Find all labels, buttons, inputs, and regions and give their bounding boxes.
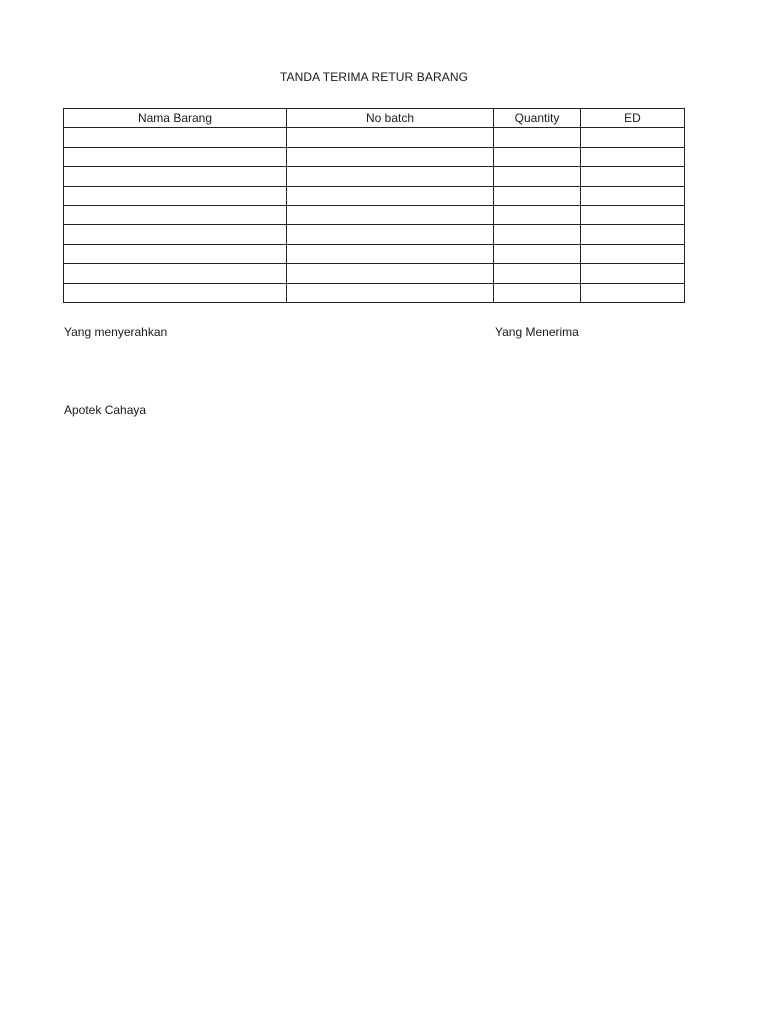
table-cell xyxy=(64,128,287,147)
table-cell xyxy=(581,264,685,283)
table-cell xyxy=(64,147,287,166)
table-cell xyxy=(581,205,685,224)
table-cell xyxy=(494,225,581,244)
table-cell xyxy=(581,283,685,302)
column-header-ed: ED xyxy=(581,109,685,128)
table-row xyxy=(64,225,685,244)
table-row xyxy=(64,186,685,205)
table-cell xyxy=(64,167,287,186)
table-row xyxy=(64,167,685,186)
table-cell xyxy=(64,244,287,263)
table-cell xyxy=(581,186,685,205)
table-cell xyxy=(581,244,685,263)
table-row xyxy=(64,283,685,302)
table-cell xyxy=(581,225,685,244)
column-header-nama-barang: Nama Barang xyxy=(64,109,287,128)
table-cell xyxy=(287,205,494,224)
table-cell xyxy=(287,128,494,147)
table-header-row xyxy=(64,109,685,128)
table-row xyxy=(64,205,685,224)
table-cell xyxy=(287,264,494,283)
column-header-no-batch: No batch xyxy=(287,109,494,128)
giver-name: Apotek Cahaya xyxy=(64,403,147,417)
table-cell xyxy=(64,264,287,283)
table-cell xyxy=(64,205,287,224)
giver-label: Yang menyerahkan xyxy=(64,325,168,339)
table-cell xyxy=(494,147,581,166)
table-cell xyxy=(287,244,494,263)
table-cell xyxy=(64,225,287,244)
table-cell xyxy=(581,147,685,166)
table-cell xyxy=(581,128,685,147)
table-cell xyxy=(581,167,685,186)
table-cell xyxy=(494,167,581,186)
table-cell xyxy=(64,186,287,205)
table-row xyxy=(64,244,685,263)
table-row xyxy=(64,147,685,166)
table-cell xyxy=(287,225,494,244)
document-title: TANDA TERIMA RETUR BARANG xyxy=(279,70,469,84)
table-cell xyxy=(287,283,494,302)
table-cell xyxy=(494,186,581,205)
table-cell xyxy=(494,283,581,302)
table-cell xyxy=(494,264,581,283)
table-cell xyxy=(494,244,581,263)
receiver-label: Yang Menerima xyxy=(495,325,579,339)
column-header-quantity: Quantity xyxy=(494,109,581,128)
table-cell xyxy=(287,147,494,166)
table-cell xyxy=(494,128,581,147)
table-cell xyxy=(64,283,287,302)
table-cell xyxy=(287,186,494,205)
table-row xyxy=(64,128,685,147)
return-items-table xyxy=(63,108,685,303)
table-row xyxy=(64,264,685,283)
table-cell xyxy=(287,167,494,186)
table-cell xyxy=(494,205,581,224)
